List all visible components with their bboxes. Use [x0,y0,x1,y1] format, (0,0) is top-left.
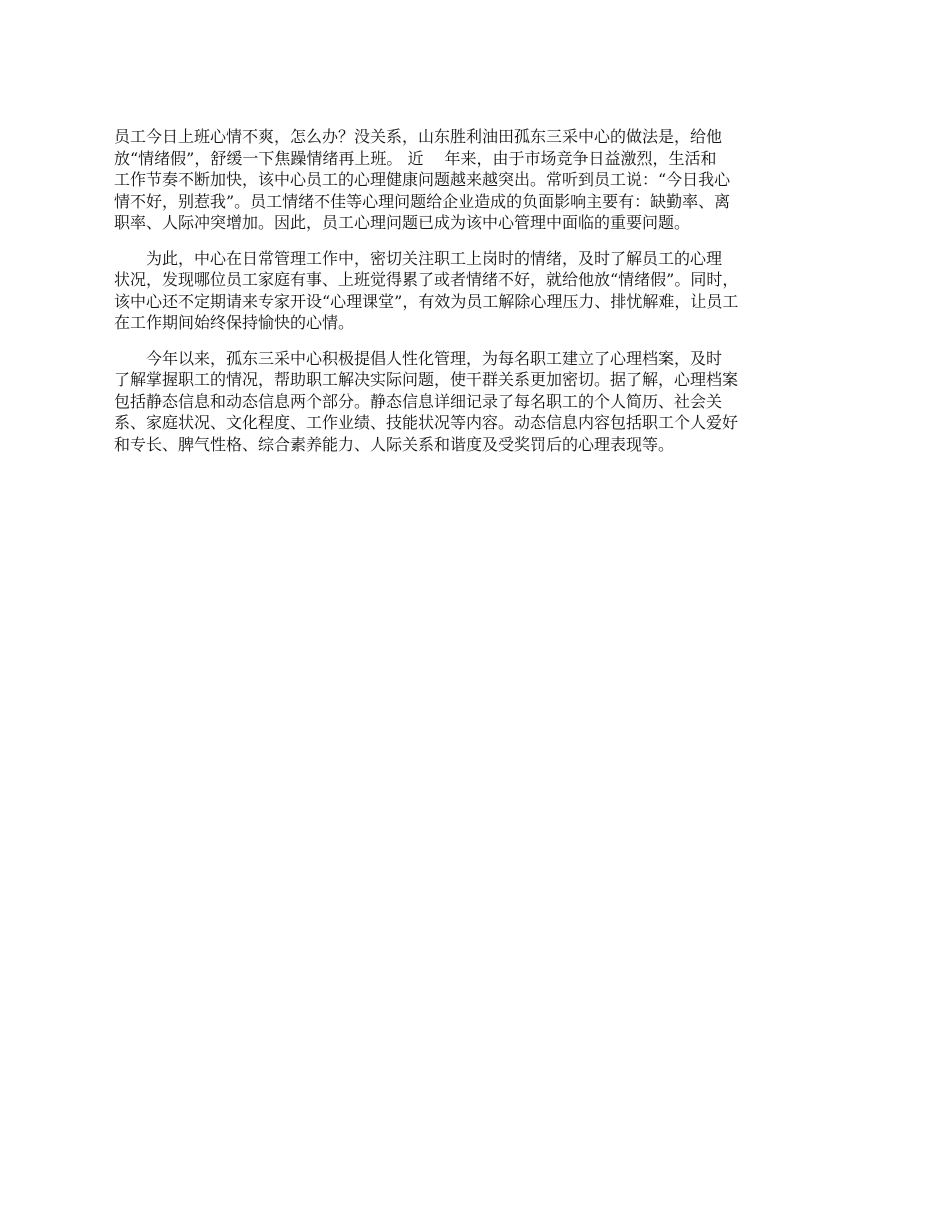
text-line: 在工作期间始终保持愉快的心情。 [114,313,355,332]
text-line: 和专长、脾气性格、综合素养能力、人际关系和谐度及受奖罚后的心理表现等。 [114,434,675,454]
text-line: 为此，中心在日常管理工作中，密切关注职工上岗时的情绪，及时了解员工的心理 [114,248,723,268]
text-line: 状况，发现哪位员工家庭有事、上班觉得累了或者情绪不好，就给他放“情绪假”。同时， [114,270,739,289]
text-line: 今年以来，孤东三采中心积极提倡人性化管理，为每名职工建立了心理档案，及时 [114,348,723,368]
text-line: 放“情绪假”，舒缓一下焦躁情绪再上班。 近 年来，由于市场竞争日益激烈，生活和 [114,148,717,168]
text-line: 员工今日上班心情不爽，怎么办？没关系，山东胜利油田孤东三采中心的做法是，给他 [114,127,723,146]
paragraph-3 [114,348,840,456]
text-line: 了解掌握职工的情况，帮助职工解决实际问题，使干群关系更加密切。据了解，心理档案 [114,370,739,389]
document-body [114,126,840,469]
text-line: 情不好，别惹我”。员工情绪不佳等心理问题给企业造成的负面影响主要有：缺勤率、离 [114,191,731,211]
text-line: 该中心还不定期请来专家开设“心理课堂”，有效为员工解除心理压力、排忧解难，让员工 [114,291,739,311]
paragraph-1 [114,126,840,234]
text-line: 工作节奏不断加快，该中心员工的心理健康问题越来越突出。常听到员工说：“今日我心 [114,170,731,189]
text-line: 系、家庭状况、文化程度、工作业绩、技能状况等内容。动态信息内容包括职工个人爱好 [114,413,739,432]
text-line: 包括静态信息和动态信息两个部分。静态信息详细记录了每名职工的个人简历、社会关 [114,391,723,411]
paragraph-2 [114,248,840,334]
text-line: 职率、人际冲突增加。因此，员工心理问题已成为该中心管理中面临的重要问题。 [114,213,691,232]
